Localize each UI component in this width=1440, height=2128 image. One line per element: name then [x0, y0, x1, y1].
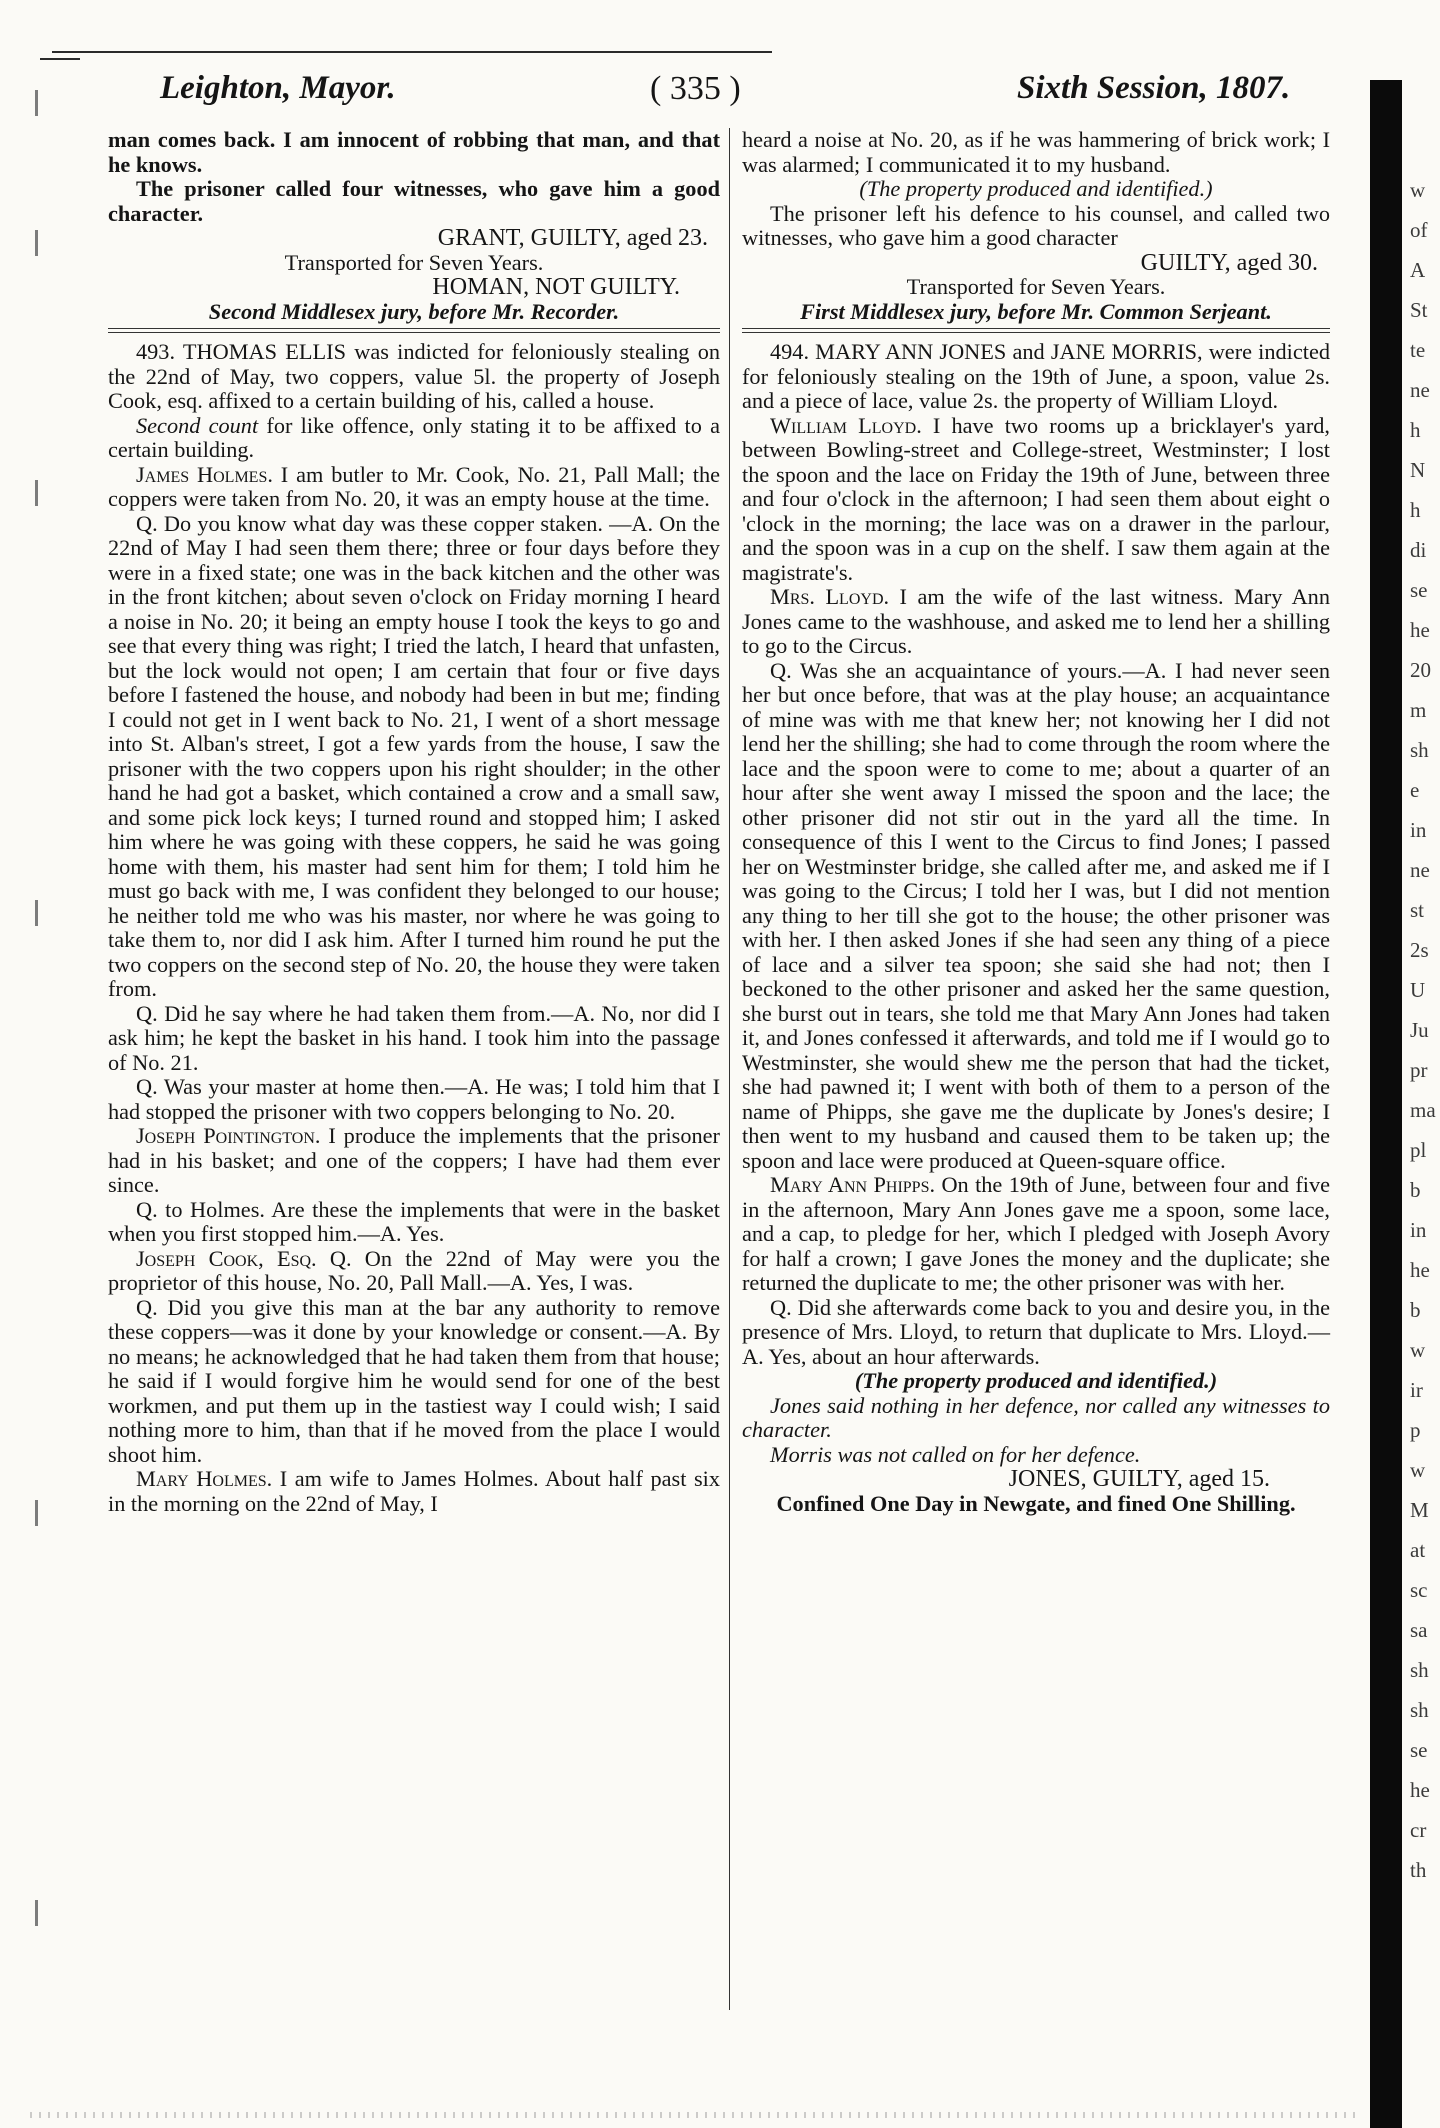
witness-name: Joseph Pointington.: [136, 1123, 321, 1148]
property-produced-note: (The property produced and identified.): [854, 1368, 1218, 1393]
verdict: GUILTY, aged 30.: [1140, 249, 1318, 276]
margin-fragment: ne: [1410, 858, 1430, 882]
right-column: [742, 128, 1330, 1516]
sentence: Transported for Seven Years.: [906, 274, 1166, 299]
paragraph: [108, 414, 720, 463]
margin-fragment: sh: [1410, 738, 1429, 762]
margin-fragment: he: [1410, 618, 1430, 642]
margin-fragment: se: [1410, 1738, 1428, 1762]
margin-fragment: th: [1410, 1858, 1427, 1882]
page-gutter-shadow: [1370, 80, 1402, 2128]
witness-text: I am the wife of the last witness. Mary Ann Jones came to the washhouse, and asked me to lend her a shilling to go to the Circus.: [742, 584, 1330, 658]
witness-name: William Lloyd.: [770, 412, 922, 438]
margin-fragment: pr: [1410, 1058, 1428, 1082]
paragraph: [108, 1247, 720, 1296]
margin-mark: [35, 230, 38, 256]
top-rule-left: [40, 58, 80, 60]
margin-fragment: U: [1410, 978, 1426, 1002]
sentence: Confined One Day in Newgate, and fined One Shilling.: [776, 1490, 1296, 1516]
header-left-mayor: Leighton, Mayor.: [160, 70, 396, 106]
margin-fragment: he: [1410, 1778, 1430, 1802]
margin-fragment: sc: [1410, 1578, 1428, 1602]
verdict: HOMAN, NOT GUILTY.: [432, 274, 680, 300]
witness-text: I am wife to James Holmes. About half past six in the morning on the 22nd of May, I: [108, 1466, 720, 1516]
question-answer: Q. Was she an acquaintance of yours.—A. I had never seen her but once before, that was at the play house; an acquaintance of mine was with me that knew her; not knowing her I did not lend her the shilling; she had to come through the room where the lace and the spoon were to come to me; about a quarter of an hour after she went away I missed the spoon and the lace; the other prisoner did not stir out in the yard all the time. In consequence of this I went to the Circus to find Jones; I passed her on Westminster bridge, she called after me, and asked me if I was going to the Circus; I told her I was, but I did not mention any thing to her till she got to the house; the other prisoner was with her. I then asked Jones if she had seen any thing of a piece of lace and a silver tea spoon; she said she had not; then I beckoned to the other prisoner and asked her the same question, she burst out in tears, she told me that Mary Ann Jones had taken it, and Jones confessed it afterwards, and told me if I would go to Westminster, she would shew me the person that had the ticket, she had pawned it; I went with both of them to a person of the name of Phipps, she gave me the duplicate by Jones's desire; I then went to my husband and caused them to be taken up; the spoon and lace were produced at Queen-square office.: [742, 657, 1330, 1173]
question-answer: Q. Did she afterwards come back to you and desire you, in the presence of Mrs. Lloyd, to return that duplicate to Mrs. Lloyd.—A. Yes, about an hour afterwards.: [742, 1294, 1330, 1369]
margin-mark: [35, 480, 38, 506]
margin-fragment: p: [1410, 1418, 1421, 1442]
left-column: [108, 128, 720, 1516]
margin-fragment: h: [1410, 498, 1421, 522]
witness-name: Mrs. Lloyd.: [770, 584, 890, 609]
margin-fragment: e: [1410, 778, 1420, 802]
margin-fragment: sa: [1410, 1618, 1428, 1642]
witness-name: Joseph Cook, Esq.: [136, 1245, 317, 1271]
case-opening: 493. THOMAS ELLIS was indicted for feloniously stealing on the 22nd of May, two coppers, value 5l. the property of Joseph Cook, esq. affixed to a certain building of his, called a house.: [108, 339, 720, 413]
margin-fragment: m: [1410, 698, 1427, 722]
paragraph: [742, 414, 1330, 586]
sentence: Transported for Seven Years.: [284, 249, 544, 275]
paragraph: The prisoner called four witnesses, who gave him a good character.: [108, 176, 720, 226]
paragraph: Jones said nothing in her defence, nor called any witnesses to character.: [742, 1392, 1330, 1442]
margin-mark: [35, 900, 38, 926]
margin-fragment: h: [1410, 418, 1421, 442]
paragraph: heard a noise at No. 20, as if he was hammering of brick work; I was alarmed; I communicated it to my husband.: [742, 127, 1330, 177]
paragraph: The prisoner left his defence to his counsel, and called two witnesses, who gave him a good character: [742, 200, 1330, 250]
witness-text: I produce the implements that the prisoner had in his basket; and one of the coppers; I have had them ever since.: [108, 1123, 720, 1197]
margin-fragment: w: [1410, 178, 1426, 202]
margin-fragment: st: [1410, 898, 1425, 922]
question-answer: Q. Did he say where he had taken them from.—A. No, nor did I ask him; he kept the basket in his hand. I took him into the passage of No. 21.: [108, 1000, 720, 1075]
question-answer: Q. to Holmes. Are these the implements that were in the basket when you first stopped him.—A. Yes.: [108, 1196, 720, 1246]
margin-fragment: St: [1410, 298, 1428, 322]
count-text: for like offence, only stating it to be affixed to a certain building.: [108, 412, 720, 462]
verdict: GRANT, GUILTY, aged 23.: [437, 225, 708, 251]
paragraph: [108, 1124, 720, 1198]
section-rule: [108, 328, 720, 333]
scan-noise: [30, 2112, 1360, 2118]
margin-fragment: w: [1410, 1458, 1426, 1482]
jury-line: Second Middlesex jury, before Mr. Recorder.: [208, 298, 620, 324]
jury-line: First Middlesex jury, before Mr. Common Serjeant.: [800, 298, 1272, 324]
margin-fragment: A: [1410, 258, 1426, 282]
section-rule: [742, 328, 1330, 333]
paragraph: [108, 463, 720, 512]
margin-fragment: of: [1410, 218, 1428, 242]
margin-fragment: M: [1410, 1498, 1429, 1522]
count-label: Second count: [136, 412, 259, 438]
question-answer: Q. Did you give this man at the bar any authority to remove these coppers—was it done by your knowledge or consent.—A. By no means; he acknowledged that he had taken them from that house; he said if I would forgive him he would send for one of the best workmen, and put them up in the tastiest way I could wish; I said nothing more to him, than that if he moved from the place I would shoot him.: [108, 1294, 720, 1467]
margin-fragment: se: [1410, 578, 1428, 602]
margin-fragment: w: [1410, 1338, 1426, 1362]
margin-fragment: ir: [1410, 1378, 1423, 1402]
witness-name: Mary Holmes.: [136, 1466, 273, 1491]
header-right-session: Sixth Session, 1807.: [1017, 70, 1291, 106]
question-answer: Q. Do you know what day was these copper staken. —A. On the 22nd of May I had seen them there; three or four days before they were in a fixed state; one was in the back kitchen and the other was in the front kitchen; about seven o'clock on Friday morning I heard a noise in No. 20; it being an empty house I took the keys to go and see that every thing was right; I tried the latch, I heard that unfasten, but the lock would not open; I am certain that four or five days before I fastened the house, and nobody had been in but me; finding I could not get in I went back to No. 21, I went of a short message into St. Alban's street, I got a few yards from the house, I saw the prisoner with the two coppers upon his right shoulder; in the other hand he had got a basket, which contained a crow and a small saw, and some pick lock keys; I turned round and stopped him; I asked him where he was going with these coppers, he said he was going home with them, his master had sent him for them; I told him he must go back with me, I was confident they belonged to our house; he neither told me who was his master, nor where he was going to take them to, nor did I ask him. After I turned him round he put the two coppers on the second step of No. 20, the house they were taken from.: [108, 510, 720, 1001]
margin-fragment: te: [1410, 338, 1426, 362]
paragraph: [108, 1467, 720, 1516]
margin-fragment: in: [1410, 1218, 1427, 1242]
margin-fragment: sh: [1410, 1698, 1429, 1722]
witness-text: Q. On the 22nd of May were you the proprietor of this house, No. 20, Pall Mall.—A. Yes, I was.: [108, 1245, 720, 1295]
witness-name: James Holmes.: [136, 461, 273, 487]
paragraph: Morris was not called on for her defence.: [770, 1441, 1141, 1467]
page-number: ( 335 ): [650, 70, 741, 107]
margin-fragment: 20: [1410, 658, 1431, 682]
column-divider: [729, 128, 730, 2010]
margin-fragment: cr: [1410, 1818, 1427, 1842]
margin-fragment: 2s: [1410, 938, 1429, 962]
margin-fragment: N: [1410, 458, 1426, 482]
verdict: JONES, GUILTY, aged 15.: [1008, 1466, 1270, 1492]
margin-fragment: at: [1410, 1538, 1426, 1562]
question-answer: Q. Was your master at home then.—A. He was; I told him that I had stopped the prisoner with two coppers belonging to No. 20.: [108, 1074, 720, 1124]
top-rule: [52, 51, 772, 53]
margin-fragment: he: [1410, 1258, 1430, 1282]
case-opening: 494. MARY ANN JONES and JANE MORRIS, were indicted for feloniously stealing on the 19th of June, a spoon, value 2s. and a piece of lace, value 2s. the property of William Lloyd.: [742, 339, 1330, 413]
margin-mark: [35, 90, 38, 116]
paragraph: [742, 585, 1330, 659]
margin-fragment: in: [1410, 818, 1427, 842]
paragraph: man comes back. I am innocent of robbing that man, and that he knows.: [108, 127, 720, 177]
margin-fragment: Ju: [1410, 1018, 1429, 1042]
margin-fragment: ma: [1410, 1098, 1436, 1122]
margin-fragment: pl: [1410, 1138, 1427, 1162]
margin-fragment: di: [1410, 538, 1427, 562]
margin-fragment: sh: [1410, 1658, 1429, 1682]
witness-name: Mary Ann Phipps.: [770, 1172, 936, 1197]
paragraph: [742, 1173, 1330, 1296]
margin-mark: [35, 1500, 38, 1526]
property-produced-note: (The property produced and identified.): [859, 176, 1213, 201]
margin-fragment: b: [1410, 1298, 1421, 1322]
margin-mark: [35, 1900, 38, 1926]
witness-text: I am butler to Mr. Cook, No. 21, Pall Mall; the coppers were taken from No. 20, it was an empty house at the time.: [108, 461, 721, 511]
margin-fragment: b: [1410, 1178, 1421, 1202]
margin-fragment: ne: [1410, 378, 1430, 402]
adjacent-page-fragments: [1410, 170, 1440, 1890]
witness-text: On the 19th of June, between four and five in the afternoon, Mary Ann Jones gave me a spoon, some lace, and a cap, to pledge for her, which I pledged with Joseph Avory for half a crown; I gave Jones the money and the duplicate; she returned the duplicate to me; the other prisoner was with her.: [742, 1172, 1331, 1295]
witness-text: I have two rooms up a bricklayer's yard, between Bowling-street and College-street, Westminster; I lost the spoon and the lace on Friday the 19th of June, between three and four o'clock in the afternoon; I had seen them about eight o 'clock in the morning; the lace was on a drawer in the parlour, and the spoon was in a cup on the shelf. I saw them again at the magistrate's.: [742, 412, 1330, 585]
